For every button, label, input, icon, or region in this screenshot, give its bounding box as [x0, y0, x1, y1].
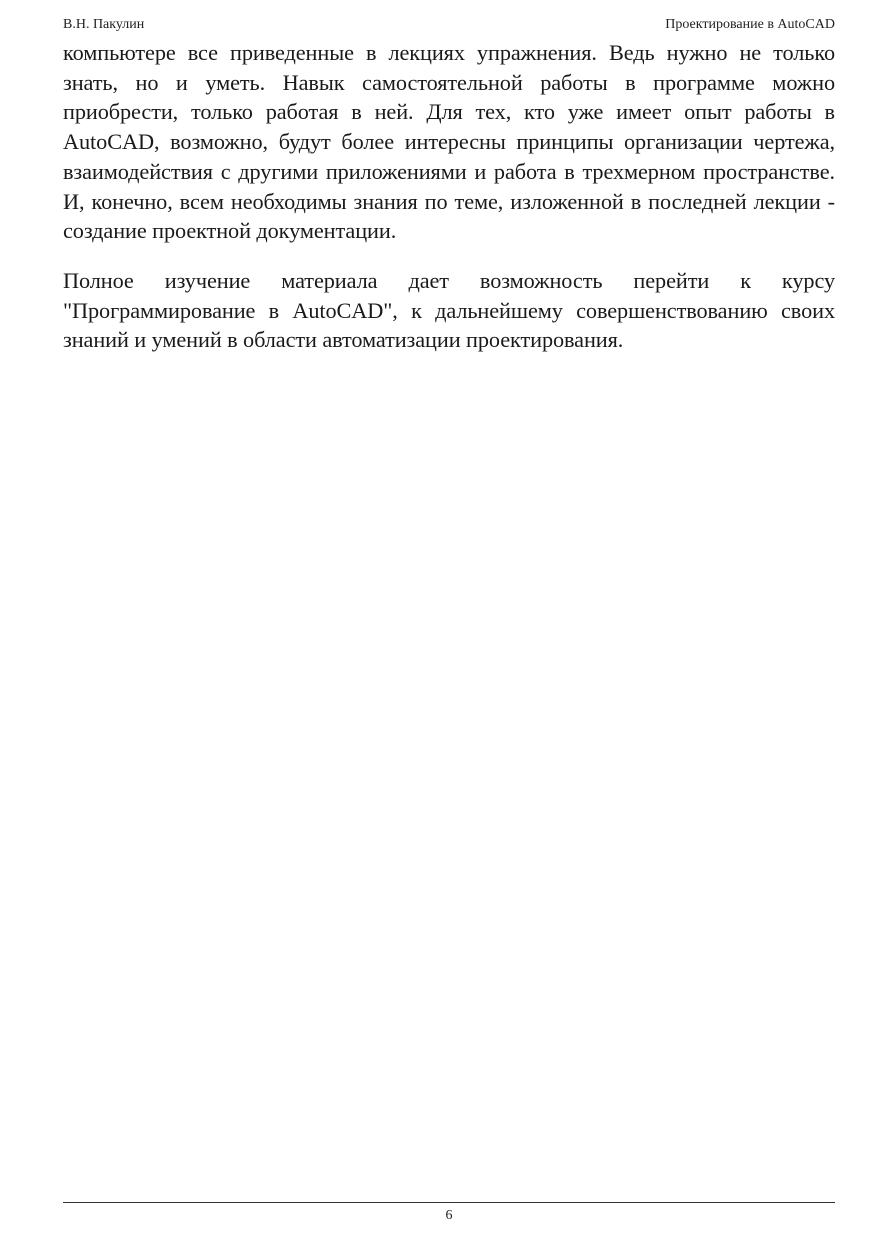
paragraph: Полное изучение материала дает возможность перейти к курсу "Программирование в AutoCAD", к дальнейшему совершенствованию своих знаний и умений в области автоматизации проектирования.: [63, 267, 835, 353]
page-number: 6: [445, 1208, 453, 1223]
page-footer: [63, 1202, 835, 1225]
header-title: Проектирование в AutoCAD: [665, 17, 835, 32]
document-body: [63, 38, 835, 375]
paragraph: компьютере все приведенные в лекциях упражнения. Ведь нужно не только знать, но и уметь. Навык самостоятельной работы в программе можно приобрести, только работая в ней. Для тех, кто уже имеет опыт работы в AutoCAD, возможно, будут более интересны принципы организации чертежа, взаимодействия с другими приложениями и работа в трехмерном пространстве. И, конечно, всем необходимы знания по теме, изложенной в последней лекции - создание проектной документации.: [63, 40, 835, 244]
header-author: В.Н. Пакулин: [63, 17, 145, 32]
page-header: [63, 16, 835, 36]
